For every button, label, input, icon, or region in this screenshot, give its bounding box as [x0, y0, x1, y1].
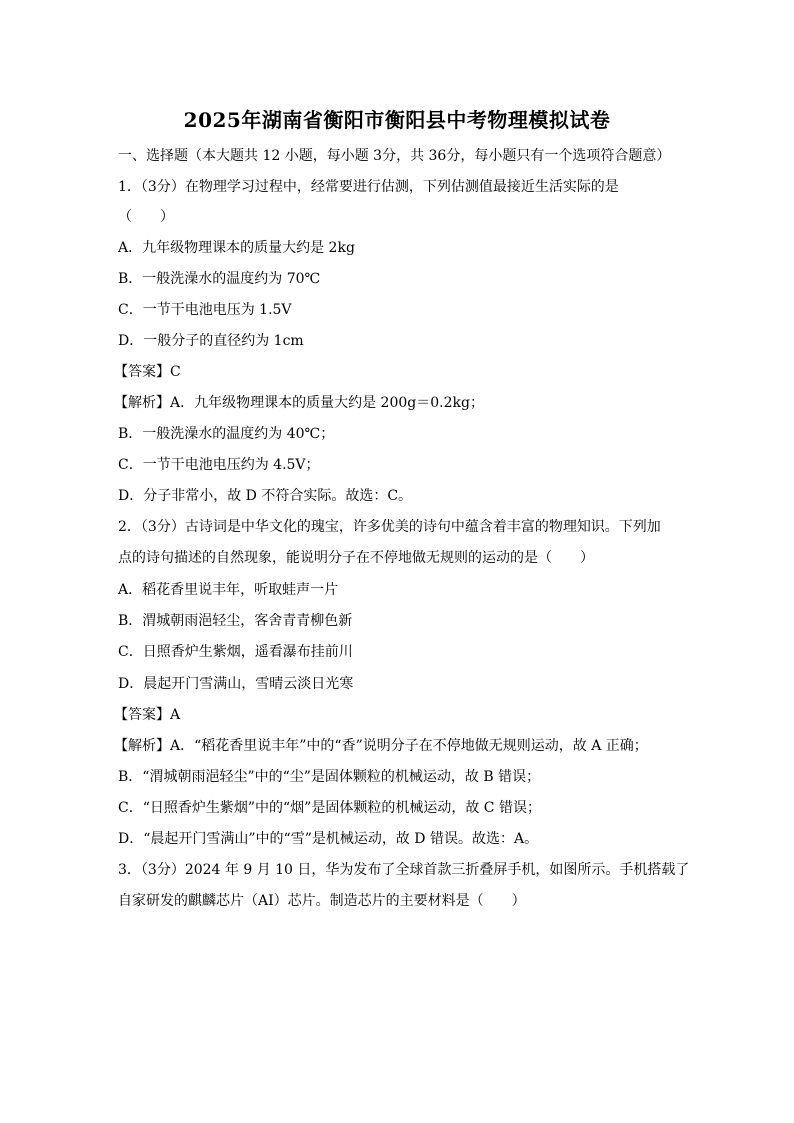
question-2-answer: 【答案】A	[114, 707, 181, 723]
question-2-analysis-line-2: B．“渭城朝雨浥轻尘”中的“尘”是固体颗粒的机械运动，故 B 错误；	[118, 769, 541, 785]
question-2-option-d: D．晨起开门雪满山，雪晴云淡日光寒	[118, 676, 354, 692]
question-1-option-d: D．一般分子的直径约为 1cm	[118, 333, 304, 349]
section-heading: 一、选择题（本大题共 12 小题，每小题 3分，共 36分，每小题只有一个选项符合题意）	[118, 148, 671, 164]
question-2-analysis-line-3: C．“日照香炉生紫烟”中的“烟”是固体颗粒的机械运动，故 C 错误；	[118, 800, 541, 816]
question-1-analysis-line-1: 【解析】A．九年级物理课本的质量大约是 200g＝0.2kg；	[114, 395, 484, 411]
question-1-option-b: B．一般洗澡水的温度约为 70℃	[118, 271, 321, 287]
question-3-stem-line-2: 自家研发的麒麟芯片（AI）芯片。制造芯片的主要材料是（ ）	[118, 893, 526, 909]
question-1-analysis-line-2: B．一般洗澡水的温度约为 40℃；	[118, 426, 335, 442]
question-2-stem-line-1: 2．（3分）古诗词是中华文化的瑰宝，许多优美的诗句中蕴含着丰富的物理知识。下列加	[118, 519, 661, 535]
question-2-analysis-line-4: D．“晨起开门雪满山”中的“雪”是机械运动，故 D 错误。故选：A。	[118, 831, 539, 847]
question-1-option-c: C．一节干电池电压为 1.5V	[118, 302, 292, 318]
question-2-option-c: C．日照香炉生紫烟，遥看瀑布挂前川	[118, 644, 353, 660]
question-2-analysis-line-1: 【解析】A．“稻花香里说丰年”中的“香”说明分子在不停地做无规则运动，故 A 正确；	[114, 738, 648, 754]
question-1-option-a: A．九年级物理课本的质量大约是 2kg	[118, 240, 355, 256]
question-2-option-a: A．稻花香里说丰年，听取蛙声一片	[118, 582, 339, 598]
question-2-option-b: B．渭城朝雨浥轻尘，客舍青青柳色新	[118, 613, 353, 629]
page-title: 2025年湖南省衡阳市衡阳县中考物理模拟试卷	[183, 108, 611, 132]
question-1-stem-line-1: 1．（3分）在物理学习过程中，经常要进行估测，下列估测值最接近生活实际的是	[118, 179, 619, 195]
question-2-stem-line-2: 点的诗句描述的自然现象，能说明分子在不停地做无规则的运动的是（ ）	[118, 550, 594, 566]
question-1-analysis-line-4: D．分子非常小，故 D 不符合实际。故选：C。	[118, 488, 413, 504]
question-1-analysis-line-3: C．一节干电池电压约为 4.5V；	[118, 457, 320, 473]
question-1-stem-line-2: （ ）	[118, 209, 174, 225]
question-1-answer: 【答案】C	[114, 364, 181, 380]
question-3-stem-line-1: 3．（3分）2024 年 9 月 10 日，华为发布了全球首款三折叠屏手机，如图所示。手机搭载了	[118, 862, 690, 878]
